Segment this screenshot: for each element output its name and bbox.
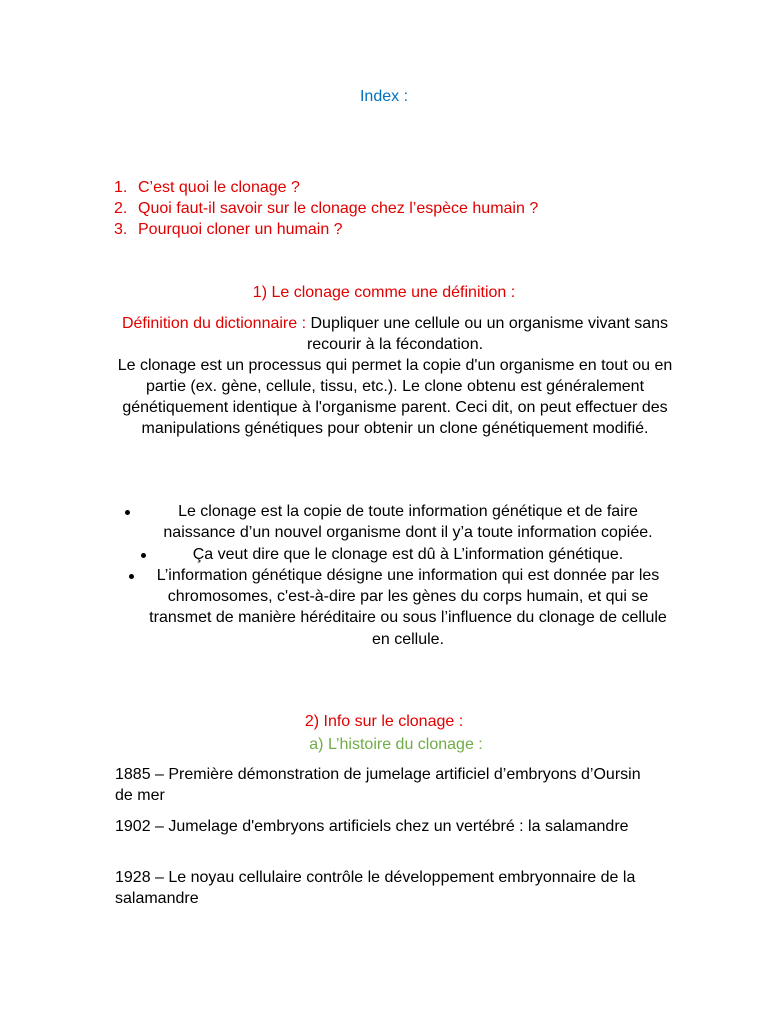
bullet-item <box>116 544 676 565</box>
definition-paragraph: Le clonage est un processus qui permet la copie d'un organisme en tout ou en partie (ex. gène, cellule, tissu, etc.). Le clone obtenu est généralement génétiquement identique à l'organisme parent. Ceci dit, on peut effectuer des manipulations génétiques pour obtenir un clone génétiquement modifié. <box>117 357 673 437</box>
toc-item-number: 1. <box>114 179 128 196</box>
toc-item-text: C’est quoi le clonage ? <box>138 179 300 196</box>
subsection-a-heading <box>0 734 768 755</box>
definition-text: Dupliquer une cellule ou un organisme vivant sans recourir à la fécondation. <box>306 315 669 353</box>
toc-item-number: 2. <box>114 200 128 217</box>
toc-item <box>114 219 674 240</box>
subsection-a-title: L’histoire du clonage : <box>327 736 483 753</box>
bullet-dot-icon <box>141 553 146 558</box>
table-of-contents <box>114 177 674 240</box>
section-1-title: Le clonage comme une définition : <box>271 284 516 301</box>
timeline-entry: 1902 – Jumelage d'embryons artificiels chez un vertébré : la salamandre <box>115 818 629 835</box>
definition-block <box>110 313 680 439</box>
timeline-entry: 1928 – Le noyau cellulaire contrôle le développement embryonnaire de la salamandre <box>115 869 636 907</box>
bullet-list <box>116 501 676 650</box>
bullet-text: L’information génétique désigne une information qui est donnée par les chromosomes, c'est-à-dire par les gènes du corps humain, et qui se transmet de manière héréditaire ou sous l’influence du clonage de cellule en cellule. <box>149 566 667 648</box>
section-1-number: 1) <box>252 284 268 301</box>
bullet-dot-icon <box>125 510 130 515</box>
toc-item <box>114 177 674 198</box>
section-2-title: Info sur le clonage : <box>323 713 464 730</box>
bullet-item <box>116 565 676 650</box>
bullet-text: Le clonage est la copie de toute information génétique et de faire naissance d’un nouvel organisme dont il y’a toute information copiée. <box>163 503 653 542</box>
subsection-a-number: a) <box>309 736 324 753</box>
bullet-text: Ça veut dire que le clonage est dû à L’information génétique. <box>192 545 624 563</box>
bullet-dot-icon <box>129 574 134 579</box>
toc-item-text: Quoi faut-il savoir sur le clonage chez l’espèce humain ? <box>138 200 539 217</box>
timeline-entry: 1885 – Première démonstration de jumelage artificiel d’embryons d’Oursin de mer <box>115 766 641 804</box>
toc-item <box>114 198 674 219</box>
index-title: Index : <box>359 88 409 105</box>
section-2-heading <box>0 711 768 732</box>
section-1-heading <box>0 282 768 303</box>
definition-label: Définition du dictionnaire : <box>121 315 307 332</box>
toc-item-text: Pourquoi cloner un humain ? <box>138 221 343 238</box>
section-2-number: 2) <box>304 713 320 730</box>
bullet-item <box>116 501 676 544</box>
toc-item-number: 3. <box>114 221 128 238</box>
